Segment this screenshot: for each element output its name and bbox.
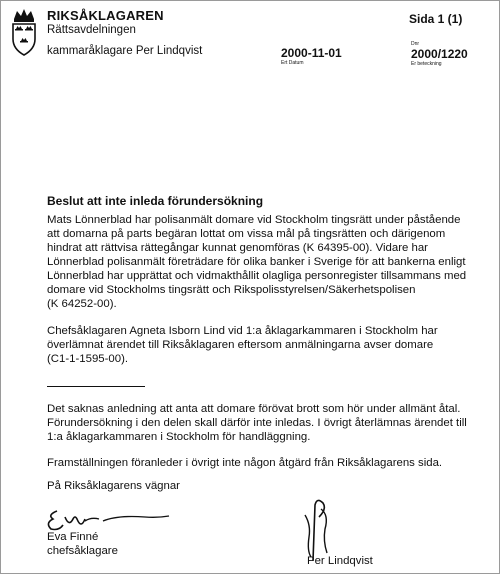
organization-name: RIKSÅKLAGAREN bbox=[47, 8, 164, 23]
paragraph-line: (C1-1-1595-00). bbox=[47, 353, 129, 365]
paragraph-line: hindrat att rättvisa rättegångar kunnat genomföras (K 64395-00). Vidare har bbox=[47, 242, 428, 254]
document-date: 2000-11-01 bbox=[281, 46, 342, 60]
signatory-right-name: Per Lindqvist bbox=[307, 555, 373, 567]
paragraph-line: Det saknas anledning att anta att domare förövat brott som hör under allmänt åtal. bbox=[47, 403, 461, 415]
paragraph-line: Lönnerblad polisanmält företrädare för olika banker i Sverige för att bankerna enligt bbox=[47, 256, 466, 268]
paragraph-line: Mats Lönnerblad har polisanmält domare vid Stockholm tingsrätt under påstående bbox=[47, 214, 461, 226]
paragraph-line: (K 64252-00). bbox=[47, 298, 117, 310]
paragraph-transfer bbox=[47, 324, 487, 366]
signature-eva-finne bbox=[45, 507, 175, 533]
paragraph-line: På Riksåklagarens vägnar bbox=[47, 480, 180, 492]
signatory-left-title: chefsåklagare bbox=[47, 545, 118, 557]
paragraph-line: Förundersökning i den delen skall därför inte inledas. I övrigt återlämnas ärendet till bbox=[47, 417, 467, 429]
case-handler: kammaråklagare Per Lindqvist bbox=[47, 45, 203, 57]
paragraph-line: Chefsåklagaren Agneta Isborn Lind vid 1:a åklagarkammaren i Stockholm har bbox=[47, 325, 438, 337]
case-number: 2000/1220 bbox=[411, 47, 468, 61]
paragraph-line: Lönnerblad har upprättat och vidmakthållit olagliga personregister tillsammans med bbox=[47, 270, 467, 282]
paragraph-line: att domarna på parts begäran lottat om vissa mål på tingsrätten och därigenom bbox=[47, 228, 446, 240]
page-number: Sida 1 (1) bbox=[409, 12, 463, 26]
paragraph-complaint bbox=[47, 213, 487, 311]
signatory-left-name: Eva Finné bbox=[47, 531, 99, 543]
reference-label: Er beteckning bbox=[411, 61, 442, 67]
paragraph-decision bbox=[47, 402, 487, 444]
paragraph-no-action bbox=[47, 456, 487, 470]
decision-heading: Beslut att inte inleda förundersökning bbox=[47, 194, 264, 208]
date-label: Ert Datum bbox=[281, 60, 304, 66]
dnr-label: Dnr bbox=[411, 41, 420, 47]
crown-coat-of-arms-logo bbox=[8, 7, 40, 59]
paragraph-line: överlämnat ärendet till Riksåklagaren eftersom anmälningarna avser domare bbox=[47, 339, 434, 351]
separator-line bbox=[47, 386, 145, 387]
paragraph-line: Framställningen föranleder i övrigt inte någon åtgärd från Riksåklagarens sida. bbox=[47, 457, 443, 469]
paragraph-line: 1:a åklagarkammaren i Stockholm för handläggning. bbox=[47, 431, 311, 443]
paragraph-on-behalf bbox=[47, 479, 487, 493]
department-name: Rättsavdelningen bbox=[47, 24, 136, 36]
paragraph-line: domare vid Stockholms tingsrätt och Rikspolisstyrelsen/Säkerhetspolisen bbox=[47, 284, 416, 296]
